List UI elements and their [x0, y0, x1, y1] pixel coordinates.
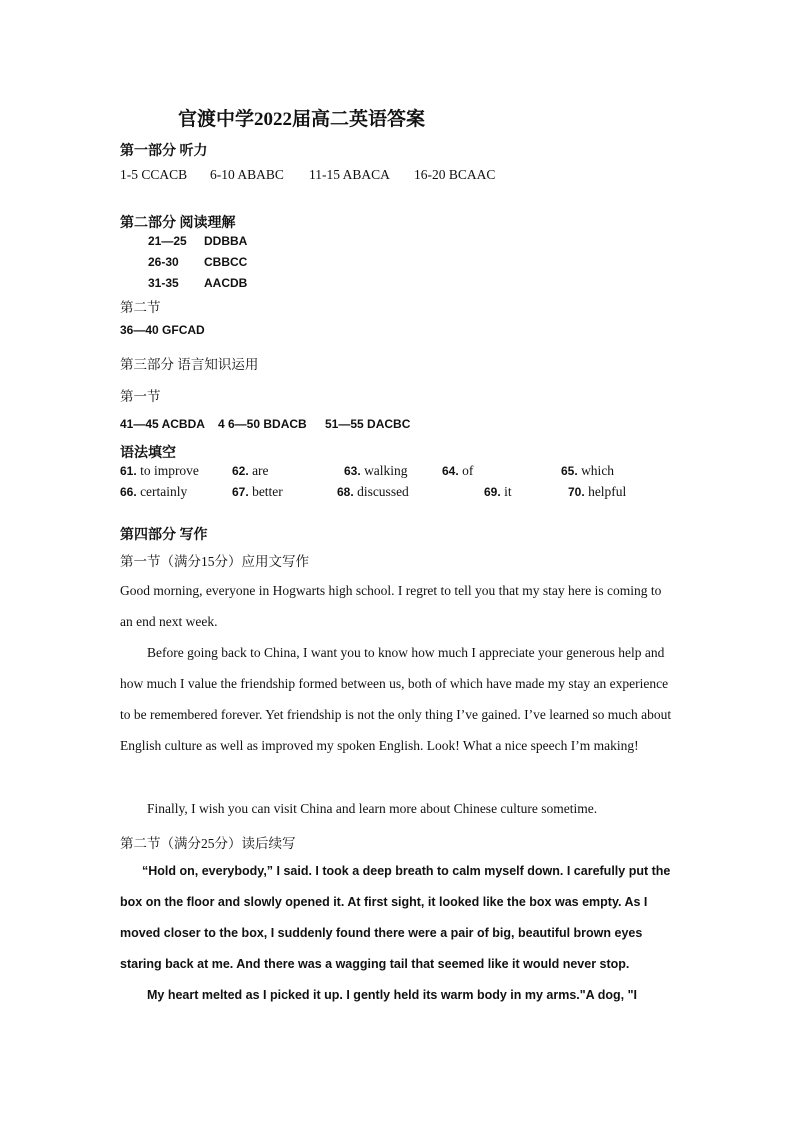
answer-1-5: 1-5 CCACB	[120, 167, 188, 182]
part3-section1-label: 第一节	[120, 389, 161, 404]
grammar-fill-label: 语法填空	[120, 446, 176, 461]
reading-range-26-30: 26-30	[148, 255, 179, 269]
reading-answer-21-25: DDBBA	[204, 234, 248, 248]
reading-range-31-35: 31-35	[148, 276, 179, 290]
grammar-item-70: 70. helpful	[568, 484, 627, 499]
part3-heading: 第三部分 语言知识运用	[120, 357, 259, 372]
part4-heading: 第四部分 写作	[120, 528, 208, 543]
answer-6-10: 6-10 ABABC	[210, 167, 284, 182]
answer-36-40: 36—40 GFCAD	[120, 323, 205, 337]
essay1-paragraph-2: Before going back to China, I want you to know how much I appreciate your generous help and how much I value the friendship formed between us, both of which have made my stay an experience to be remembered forever. Yet friendship is not the only thing I’ve gained. I’ve learned so much about English culture as well as improved my spoken English. Look! What a nice speech I’m making!	[120, 645, 672, 753]
part4-section1-title: 第一节（满分15分）应用文写作	[120, 554, 309, 569]
grammar-item-63: 63. walking	[344, 463, 408, 478]
grammar-item-65: 65. which	[561, 463, 615, 478]
answer-16-20: 16-20 BCAAC	[414, 167, 496, 182]
part1-heading: 第一部分 听力	[120, 144, 208, 159]
grammar-item-66: 66. certainly	[120, 484, 188, 499]
grammar-item-67: 67. better	[232, 484, 283, 499]
part2-section2-label: 第二节	[120, 300, 161, 315]
page-title: 官渡中学2022届高二英语答案	[178, 109, 426, 130]
part4-section2-title: 第二节（满分25分）读后续写	[120, 836, 296, 851]
essay2-paragraph-1: “Hold on, everybody,” I said. I took a deep breath to calm myself down. I carefully put the box on the floor and slowly opened it. At first sight, it looked like the box was empty. As I moved closer to the box, I suddenly found there were a pair of big, beautiful brown eyes staring back at me. And there was a wagging tail that seemed like it would never stop.	[120, 864, 671, 971]
reading-range-21-25: 21—25	[148, 234, 187, 248]
cloze-51-55: 51—55 DACBC	[325, 417, 411, 431]
grammar-item-62: 62. are	[232, 463, 269, 478]
cloze-41-45: 41—45 ACBDA	[120, 417, 205, 431]
cloze-46-50: 4 6—50 BDACB	[218, 417, 307, 431]
answer-11-15: 11-15 ABACA	[309, 167, 390, 182]
reading-answer-26-30: CBBCC	[204, 255, 248, 269]
part2-heading: 第二部分 阅读理解	[120, 216, 236, 231]
grammar-item-64: 64. of	[442, 463, 474, 478]
reading-answer-31-35: AACDB	[204, 276, 248, 290]
essay1-paragraph-3: Finally, I wish you can visit China and learn more about Chinese culture sometime.	[147, 801, 598, 816]
grammar-item-61: 61. to improve	[120, 463, 199, 478]
grammar-item-68: 68. discussed	[337, 484, 409, 499]
essay2-paragraph-2: My heart melted as I picked it up. I gently held its warm body in my arms."A dog, "I	[147, 988, 637, 1002]
essay1-paragraph-1: Good morning, everyone in Hogwarts high school. I regret to tell you that my stay here is coming to an end next week.	[120, 583, 662, 629]
grammar-item-69: 69. it	[484, 484, 512, 499]
